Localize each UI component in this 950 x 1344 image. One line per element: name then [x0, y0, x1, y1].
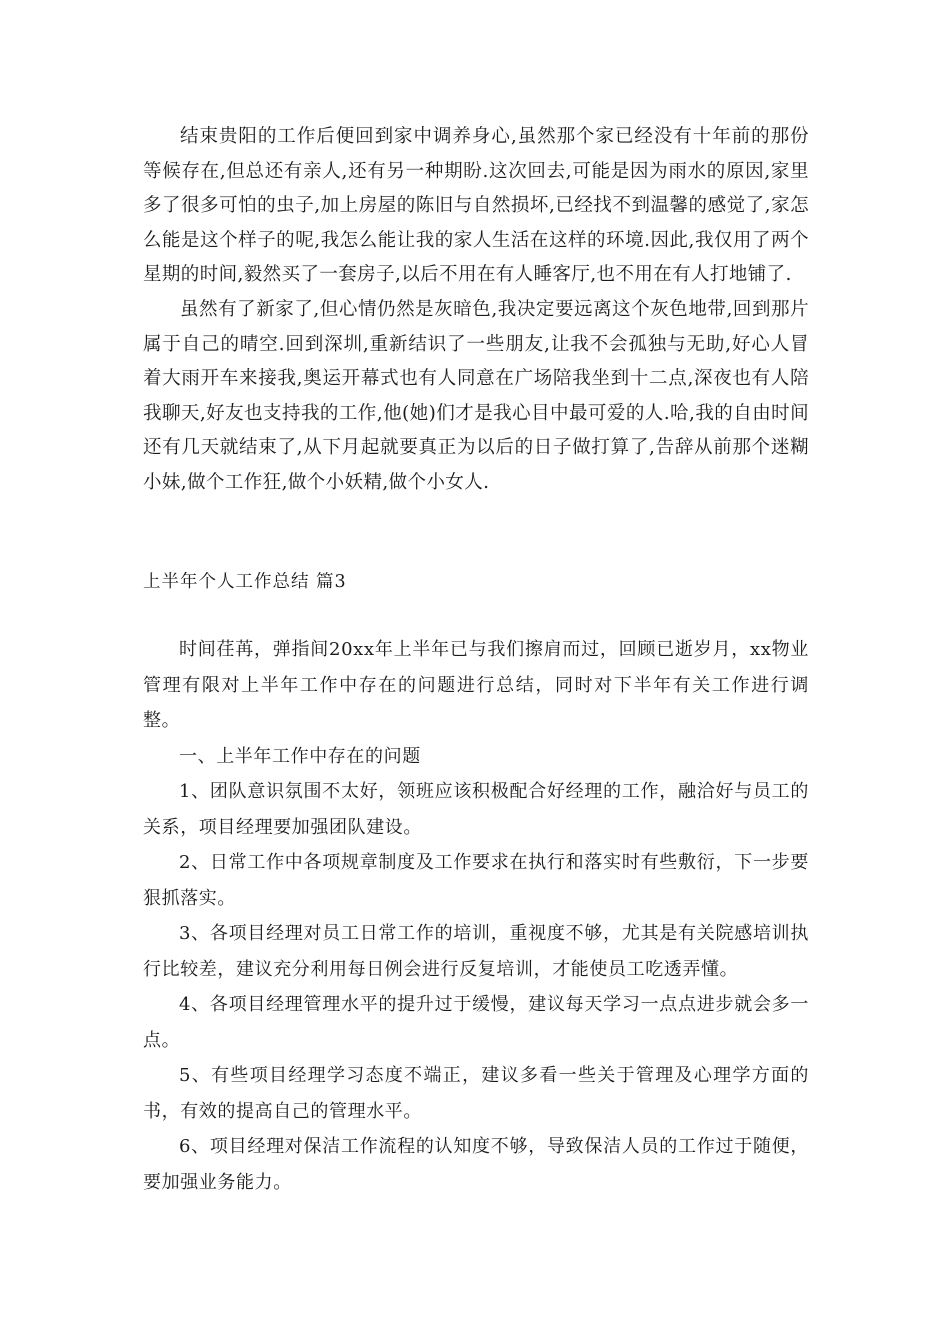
paragraph: 虽然有了新家了,但心情仍然是灰暗色,我决定要远离这个灰色地带,回到那片属于自己的晴空.回到深圳,重新结识了一些朋友,让我不会孤独与无助,好心人冒着大雨开车来接我,奥运开幕式也有人同意在广场陪我坐到十二点,深夜也有人陪我聊天,好友也支持我的工作,他(她)们才是我心目中最可爱的人.哈,我的自由时间还有几天就结束了,从下月起就要真正为以后的日子做打算了,告辞从前那个迷糊小妹,做个工作狂,做个小妖精,做个小女人. — [143, 298, 809, 493]
list-item: 5、有些项目经理学习态度不端正，建议多看一些关于管理及心理学方面的书，有效的提高自己的管理水平。 — [143, 1065, 809, 1122]
intro-paragraph: 时间荏苒，弹指间20xx年上半年已与我们擦肩而过，回顾已逝岁月，xx物业管理有限对上半年工作中存在的问题进行总结，同时对下半年有关工作进行调整。 — [143, 639, 809, 731]
list-item: 3、各项目经理对员工日常工作的培训，重视度不够，尤其是有关院感培训执行比较差，建议充分利用每日例会进行反复培训，才能使员工吃透弄懂。 — [143, 923, 809, 980]
summary-section — [143, 632, 809, 1200]
list-item: 6、项目经理对保洁工作流程的认知度不够，导致保洁人员的工作过于随便，要加强业务能力。 — [143, 1136, 809, 1193]
list-item: 1、团队意识氛围不太好，领班应该积极配合好经理的工作，融洽好与员工的关系，项目经理要加强团队建设。 — [143, 781, 809, 838]
paragraph: 结束贵阳的工作后便回到家中调养身心,虽然那个家已经没有十年前的那份等候存在,但总还有亲人,还有另一种期盼.这次回去,可能是因为雨水的原因,家里多了很多可怕的虫子,加上房屋的陈旧与自然损坏,已经找不到温馨的感觉了,家怎么能是这个样子的呢,我怎么能让我的家人生活在这样的环境.因此,我仅用了两个星期的时间,毅然买了一套房子,以后不用在有人睡客厅,也不用在有人打地铺了. — [143, 126, 809, 286]
list-item: 4、各项目经理管理水平的提升过于缓慢，建议每天学习一点点进步就会多一点。 — [143, 994, 809, 1051]
narrative-section — [143, 120, 809, 501]
section-heading: 上半年个人工作总结 篇3 — [143, 572, 347, 592]
list-item: 2、日常工作中各项规章制度及工作要求在执行和落实时有些敷衍，下一步要狠抓落实。 — [143, 852, 809, 909]
subheading: 一、上半年工作中存在的问题 — [179, 745, 421, 767]
